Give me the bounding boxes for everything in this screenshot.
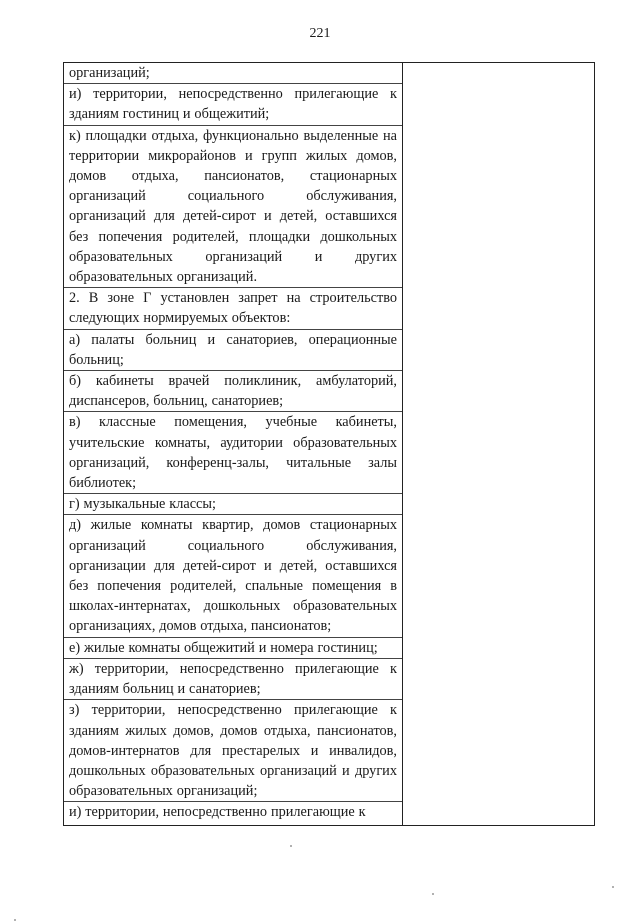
table-row: б) кабинеты врачей поликлиник, амбулаторий, диспансеров, больниц, санаториев;: [64, 371, 402, 412]
table-right-column: [403, 63, 594, 825]
table-row: и) территории, непосредственно прилегающие к зданиям гостиниц и общежитий;: [64, 84, 402, 125]
table-left-column: [64, 63, 403, 825]
table-row: г) музыкальные классы;: [64, 494, 402, 515]
table-row: 2. В зоне Г установлен запрет на строительство следующих нормируемых объектов:: [64, 288, 402, 329]
table-row: з) территории, непосредственно прилегающие к зданиям жилых домов, домов отдыха, пансионатов, домов-интернатов для престарелых и инвалидов, дошкольных образовательных организаций и других образовательных организаций;: [64, 700, 402, 802]
table-row: организаций;: [64, 63, 402, 84]
table-row: и) территории, непосредственно прилегающие к: [69, 804, 366, 821]
scan-speck: [432, 893, 434, 895]
scan-speck: [612, 886, 614, 888]
table-row: а) палаты больниц и санаториев, операционные больниц;: [64, 330, 402, 371]
table-row: е) жилые комнаты общежитий и номера гостиниц;: [64, 638, 402, 659]
page-number: 221: [309, 26, 331, 41]
table-row: в) классные помещения, учебные кабинеты, учительские комнаты, аудитории образовательных организаций, конференц-залы, читальные залы библиотек;: [64, 412, 402, 494]
table-row: ж) территории, непосредственно прилегающие к зданиям больниц и санаториев;: [64, 659, 402, 700]
scan-speck: [290, 845, 292, 847]
document-table: [63, 62, 595, 826]
table-row: д) жилые комнаты квартир, домов стационарных организаций социального обслуживания, организации для детей-сирот и детей, оставшихся без попечения родителей, спальные помещения в школах-интернатах, дошкольных образовательных организациях, домов отдыха, пансионатов;: [64, 515, 402, 637]
table-row: к) площадки отдыха, функционально выделенные на территории микрорайонов и групп жилых домов, домов отдыха, пансионатов, стационарных организаций социального обслуживания, организаций для детей-сирот и детей, оставшихся без попечения родителей, площадки дошкольных образовательных организаций и других образовательных организаций.: [64, 126, 402, 289]
